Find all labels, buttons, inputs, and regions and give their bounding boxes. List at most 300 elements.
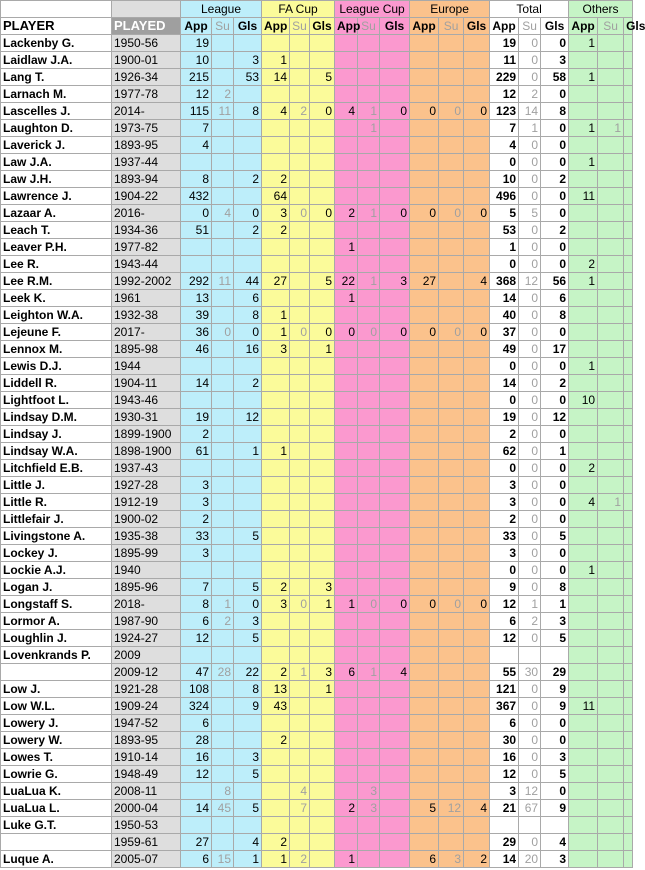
others-app-cell <box>569 477 598 494</box>
eu-app-cell <box>410 52 439 69</box>
fa-app-cell: 13 <box>262 681 290 698</box>
header-fa-app: App <box>262 18 290 35</box>
league-su-cell <box>212 834 234 851</box>
others-app-cell: 1 <box>569 273 598 290</box>
eu-su-cell <box>439 528 464 545</box>
lc-gls-cell <box>380 120 410 137</box>
lc-su-cell <box>358 817 380 834</box>
header-europe: Europe <box>410 1 490 18</box>
lc-gls-cell <box>380 477 410 494</box>
eu-gls-cell <box>464 188 490 205</box>
total-su-cell: 67 <box>519 800 541 817</box>
eu-su-cell <box>439 290 464 307</box>
fa-app-cell: 3 <box>262 205 290 222</box>
total-gls-cell: 0 <box>541 205 569 222</box>
lc-gls-cell <box>380 579 410 596</box>
player-name-cell: Luque A. <box>1 851 112 868</box>
others-su-cell <box>598 358 624 375</box>
league-gls-cell <box>234 239 262 256</box>
others-app-cell <box>569 239 598 256</box>
lc-su-cell <box>358 443 380 460</box>
lc-su-cell <box>358 494 380 511</box>
eu-su-cell <box>439 392 464 409</box>
lc-gls-cell <box>380 681 410 698</box>
lc-gls-cell <box>380 137 410 154</box>
eu-app-cell <box>410 817 439 834</box>
total-app-cell: 0 <box>490 562 519 579</box>
league-su-cell <box>212 681 234 698</box>
eu-app-cell <box>410 239 439 256</box>
eu-su-cell <box>439 171 464 188</box>
table-row <box>1 732 633 749</box>
played-years-cell: 1895-98 <box>112 341 181 358</box>
eu-gls-cell <box>464 358 490 375</box>
league-app-cell: 19 <box>181 409 212 426</box>
lc-gls-cell <box>380 630 410 647</box>
header-league-su: Su <box>212 18 234 35</box>
eu-su-cell <box>439 749 464 766</box>
league-app-cell: 3 <box>181 494 212 511</box>
league-gls-cell <box>234 817 262 834</box>
lc-su-cell <box>358 613 380 630</box>
total-gls-cell: 0 <box>541 256 569 273</box>
others-gls-cell <box>624 783 633 800</box>
lc-su-cell <box>358 426 380 443</box>
league-gls-cell <box>234 426 262 443</box>
total-app-cell: 2 <box>490 426 519 443</box>
league-app-cell: 7 <box>181 579 212 596</box>
others-gls-cell <box>624 817 633 834</box>
fa-gls-cell <box>310 562 335 579</box>
lc-su-cell <box>358 732 380 749</box>
eu-su-cell <box>439 783 464 800</box>
lc-app-cell: 1 <box>335 851 358 868</box>
fa-app-cell: 1 <box>262 324 290 341</box>
others-gls-cell <box>624 732 633 749</box>
others-app-cell: 1 <box>569 562 598 579</box>
table-row <box>1 35 633 52</box>
eu-app-cell <box>410 120 439 137</box>
others-gls-cell <box>624 290 633 307</box>
total-gls-cell: 8 <box>541 307 569 324</box>
eu-gls-cell <box>464 222 490 239</box>
eu-app-cell <box>410 171 439 188</box>
lc-app-cell <box>335 375 358 392</box>
eu-su-cell: 0 <box>439 596 464 613</box>
others-su-cell <box>598 545 624 562</box>
total-app-cell: 62 <box>490 443 519 460</box>
fa-gls-cell: 0 <box>310 205 335 222</box>
others-su-cell <box>598 749 624 766</box>
others-gls-cell <box>624 681 633 698</box>
lc-app-cell <box>335 545 358 562</box>
eu-su-cell: 0 <box>439 205 464 222</box>
lc-gls-cell <box>380 545 410 562</box>
others-gls-cell <box>624 698 633 715</box>
table-row <box>1 613 633 630</box>
eu-app-cell <box>410 647 439 664</box>
others-su-cell <box>598 137 624 154</box>
total-gls-cell: 0 <box>541 324 569 341</box>
header-others: Others <box>569 1 633 18</box>
eu-su-cell <box>439 375 464 392</box>
eu-su-cell <box>439 766 464 783</box>
header-lc-app: App <box>335 18 358 35</box>
total-gls-cell: 0 <box>541 477 569 494</box>
lc-app-cell <box>335 409 358 426</box>
total-app-cell: 16 <box>490 749 519 766</box>
total-app-cell: 6 <box>490 715 519 732</box>
league-su-cell: 2 <box>212 613 234 630</box>
others-gls-cell <box>624 834 633 851</box>
lc-su-cell <box>358 239 380 256</box>
player-name-cell: Lovenkrands P. <box>1 647 112 664</box>
table-row <box>1 851 633 868</box>
total-su-cell: 0 <box>519 222 541 239</box>
played-years-cell: 1904-11 <box>112 375 181 392</box>
fa-gls-cell <box>310 137 335 154</box>
total-app-cell: 14 <box>490 290 519 307</box>
lc-gls-cell <box>380 409 410 426</box>
player-name-cell: LuaLua L. <box>1 800 112 817</box>
total-app-cell: 496 <box>490 188 519 205</box>
player-name-cell: Laverick J. <box>1 137 112 154</box>
fa-su-cell: 1 <box>290 664 310 681</box>
league-su-cell <box>212 171 234 188</box>
lc-app-cell <box>335 494 358 511</box>
total-su-cell: 0 <box>519 154 541 171</box>
table-row <box>1 256 633 273</box>
others-gls-cell <box>624 562 633 579</box>
others-gls-cell <box>624 222 633 239</box>
eu-gls-cell <box>464 698 490 715</box>
league-gls-cell: 12 <box>234 409 262 426</box>
others-app-cell <box>569 817 598 834</box>
lc-app-cell <box>335 120 358 137</box>
fa-app-cell: 14 <box>262 69 290 86</box>
league-app-cell: 33 <box>181 528 212 545</box>
others-su-cell <box>598 511 624 528</box>
eu-su-cell <box>439 545 464 562</box>
others-su-cell <box>598 698 624 715</box>
league-su-cell <box>212 562 234 579</box>
lc-su-cell: 1 <box>358 273 380 290</box>
league-gls-cell: 16 <box>234 341 262 358</box>
lc-gls-cell <box>380 154 410 171</box>
player-name-cell: Lackenby G. <box>1 35 112 52</box>
fa-su-cell <box>290 426 310 443</box>
others-app-cell <box>569 205 598 222</box>
others-su-cell <box>598 681 624 698</box>
table-row <box>1 103 633 120</box>
player-name-cell <box>1 664 112 681</box>
lc-gls-cell <box>380 222 410 239</box>
header-total-su: Su <box>519 18 541 35</box>
total-su-cell: 0 <box>519 137 541 154</box>
league-gls-cell <box>234 188 262 205</box>
league-app-cell: 108 <box>181 681 212 698</box>
eu-app-cell: 0 <box>410 596 439 613</box>
total-gls-cell: 5 <box>541 630 569 647</box>
lc-app-cell: 2 <box>335 800 358 817</box>
played-years-cell: 1910-14 <box>112 749 181 766</box>
league-gls-cell: 8 <box>234 307 262 324</box>
league-app-cell <box>181 562 212 579</box>
total-su-cell: 0 <box>519 69 541 86</box>
lc-gls-cell <box>380 698 410 715</box>
eu-su-cell <box>439 256 464 273</box>
league-gls-cell: 5 <box>234 766 262 783</box>
eu-app-cell <box>410 732 439 749</box>
others-app-cell <box>569 596 598 613</box>
table-row <box>1 511 633 528</box>
total-su-cell: 0 <box>519 545 541 562</box>
lc-su-cell: 1 <box>358 664 380 681</box>
eu-app-cell: 6 <box>410 851 439 868</box>
lc-gls-cell <box>380 171 410 188</box>
played-years-cell: 1943-46 <box>112 392 181 409</box>
fa-su-cell <box>290 681 310 698</box>
table-row <box>1 766 633 783</box>
played-years-cell: 1932-38 <box>112 307 181 324</box>
total-gls-cell: 8 <box>541 579 569 596</box>
player-name-cell: Lowery J. <box>1 715 112 732</box>
total-gls-cell: 0 <box>541 494 569 511</box>
played-years-cell: 1943-44 <box>112 256 181 273</box>
player-name-cell: Lockie A.J. <box>1 562 112 579</box>
lc-app-cell <box>335 137 358 154</box>
league-su-cell: 0 <box>212 324 234 341</box>
total-app-cell: 40 <box>490 307 519 324</box>
lc-app-cell: 1 <box>335 596 358 613</box>
eu-gls-cell <box>464 834 490 851</box>
player-name-cell: Lowrie G. <box>1 766 112 783</box>
eu-gls-cell <box>464 171 490 188</box>
league-su-cell <box>212 766 234 783</box>
others-gls-cell <box>624 239 633 256</box>
league-gls-cell: 4 <box>234 834 262 851</box>
others-su-cell <box>598 443 624 460</box>
total-app-cell: 9 <box>490 579 519 596</box>
league-app-cell: 28 <box>181 732 212 749</box>
played-years-cell: 1899-1900 <box>112 426 181 443</box>
played-years-cell: 1893-94 <box>112 171 181 188</box>
player-name-cell: Low J. <box>1 681 112 698</box>
fa-app-cell <box>262 392 290 409</box>
lc-su-cell <box>358 256 380 273</box>
total-su-cell: 0 <box>519 443 541 460</box>
fa-gls-cell <box>310 749 335 766</box>
eu-gls-cell <box>464 290 490 307</box>
table-row <box>1 426 633 443</box>
lc-app-cell <box>335 341 358 358</box>
eu-gls-cell <box>464 426 490 443</box>
league-app-cell: 61 <box>181 443 212 460</box>
fa-gls-cell: 3 <box>310 579 335 596</box>
fa-su-cell: 7 <box>290 800 310 817</box>
fa-su-cell <box>290 749 310 766</box>
others-gls-cell <box>624 426 633 443</box>
total-su-cell: 0 <box>519 562 541 579</box>
eu-gls-cell <box>464 562 490 579</box>
league-su-cell: 8 <box>212 783 234 800</box>
others-app-cell <box>569 375 598 392</box>
lc-su-cell <box>358 409 380 426</box>
league-gls-cell <box>234 477 262 494</box>
fa-app-cell: 43 <box>262 698 290 715</box>
others-app-cell: 11 <box>569 188 598 205</box>
fa-app-cell: 2 <box>262 171 290 188</box>
header-fa-gls: Gls <box>310 18 335 35</box>
total-app-cell: 12 <box>490 86 519 103</box>
played-years-cell: 1977-78 <box>112 86 181 103</box>
fa-gls-cell <box>310 222 335 239</box>
fa-su-cell <box>290 766 310 783</box>
total-gls-cell: 5 <box>541 528 569 545</box>
others-su-cell <box>598 188 624 205</box>
total-app-cell: 229 <box>490 69 519 86</box>
eu-app-cell <box>410 715 439 732</box>
total-gls-cell: 9 <box>541 681 569 698</box>
total-su-cell: 1 <box>519 596 541 613</box>
fa-gls-cell <box>310 698 335 715</box>
total-gls-cell: 2 <box>541 375 569 392</box>
lc-app-cell <box>335 834 358 851</box>
lc-gls-cell <box>380 817 410 834</box>
total-su-cell: 0 <box>519 681 541 698</box>
total-app-cell: 4 <box>490 137 519 154</box>
others-app-cell <box>569 715 598 732</box>
fa-gls-cell <box>310 290 335 307</box>
others-gls-cell <box>624 851 633 868</box>
lc-su-cell <box>358 375 380 392</box>
fa-su-cell <box>290 375 310 392</box>
table-row <box>1 358 633 375</box>
others-su-cell <box>598 766 624 783</box>
league-gls-cell <box>234 783 262 800</box>
league-su-cell <box>212 460 234 477</box>
player-name-cell: Littlefair J. <box>1 511 112 528</box>
lc-su-cell <box>358 460 380 477</box>
league-su-cell <box>212 341 234 358</box>
eu-su-cell: 3 <box>439 851 464 868</box>
eu-app-cell <box>410 341 439 358</box>
lc-app-cell <box>335 562 358 579</box>
eu-su-cell <box>439 715 464 732</box>
league-app-cell: 215 <box>181 69 212 86</box>
table-row <box>1 596 633 613</box>
lc-su-cell <box>358 171 380 188</box>
league-app-cell: 47 <box>181 664 212 681</box>
total-gls-cell: 3 <box>541 52 569 69</box>
fa-app-cell <box>262 256 290 273</box>
fa-app-cell: 1 <box>262 52 290 69</box>
others-app-cell <box>569 834 598 851</box>
player-name-cell: Longstaff S. <box>1 596 112 613</box>
lc-app-cell <box>335 171 358 188</box>
fa-gls-cell <box>310 834 335 851</box>
league-gls-cell: 3 <box>234 749 262 766</box>
league-gls-cell: 2 <box>234 375 262 392</box>
total-su-cell: 0 <box>519 256 541 273</box>
eu-app-cell <box>410 307 439 324</box>
eu-gls-cell <box>464 681 490 698</box>
header-eu-su: Su <box>439 18 464 35</box>
fa-app-cell: 27 <box>262 273 290 290</box>
total-gls-cell <box>541 647 569 664</box>
league-gls-cell <box>234 86 262 103</box>
fa-su-cell <box>290 732 310 749</box>
fa-su-cell <box>290 307 310 324</box>
league-su-cell <box>212 494 234 511</box>
others-su-cell <box>598 86 624 103</box>
lc-su-cell <box>358 715 380 732</box>
eu-gls-cell <box>464 35 490 52</box>
eu-app-cell <box>410 137 439 154</box>
league-gls-cell <box>234 120 262 137</box>
fa-app-cell: 1 <box>262 851 290 868</box>
fa-gls-cell <box>310 256 335 273</box>
table-row <box>1 562 633 579</box>
player-name-cell: Lockey J. <box>1 545 112 562</box>
league-app-cell: 10 <box>181 52 212 69</box>
lc-app-cell: 0 <box>335 324 358 341</box>
fa-gls-cell <box>310 528 335 545</box>
fa-app-cell <box>262 800 290 817</box>
fa-app-cell <box>262 426 290 443</box>
total-su-cell: 0 <box>519 715 541 732</box>
total-gls-cell: 0 <box>541 154 569 171</box>
others-gls-cell <box>624 477 633 494</box>
others-gls-cell <box>624 630 633 647</box>
fa-gls-cell <box>310 358 335 375</box>
total-app-cell: 12 <box>490 596 519 613</box>
total-gls-cell: 0 <box>541 562 569 579</box>
others-gls-cell <box>624 307 633 324</box>
fa-gls-cell <box>310 154 335 171</box>
fa-su-cell <box>290 290 310 307</box>
total-app-cell: 2 <box>490 511 519 528</box>
total-su-cell: 0 <box>519 528 541 545</box>
lc-gls-cell <box>380 562 410 579</box>
total-gls-cell: 56 <box>541 273 569 290</box>
total-app-cell: 49 <box>490 341 519 358</box>
lc-app-cell <box>335 630 358 647</box>
eu-su-cell <box>439 494 464 511</box>
league-app-cell: 8 <box>181 171 212 188</box>
lc-gls-cell <box>380 358 410 375</box>
fa-su-cell <box>290 715 310 732</box>
eu-su-cell: 0 <box>439 324 464 341</box>
total-su-cell: 0 <box>519 409 541 426</box>
total-su-cell: 0 <box>519 35 541 52</box>
others-app-cell: 11 <box>569 698 598 715</box>
total-app-cell: 3 <box>490 477 519 494</box>
played-years-cell: 1944 <box>112 358 181 375</box>
fa-su-cell <box>290 69 310 86</box>
others-su-cell <box>598 154 624 171</box>
total-app-cell: 7 <box>490 120 519 137</box>
fa-app-cell <box>262 137 290 154</box>
league-app-cell <box>181 358 212 375</box>
total-app-cell: 6 <box>490 613 519 630</box>
league-gls-cell <box>234 137 262 154</box>
total-app-cell: 55 <box>490 664 519 681</box>
player-name-cell: Law J.A. <box>1 154 112 171</box>
fa-gls-cell <box>310 630 335 647</box>
eu-app-cell <box>410 511 439 528</box>
others-su-cell <box>598 834 624 851</box>
